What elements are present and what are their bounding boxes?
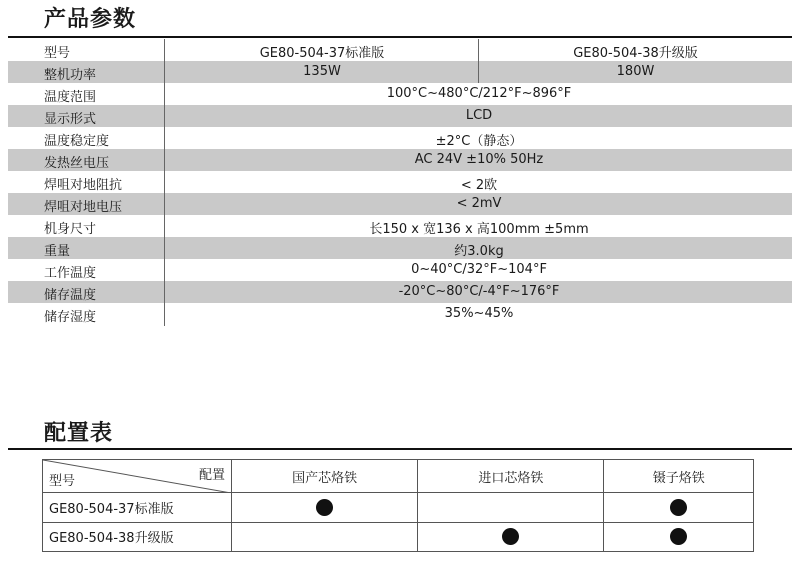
- column-header: 镊子烙铁: [604, 460, 754, 493]
- spec-value: 约3.0kg: [454, 244, 504, 259]
- config-model-name: GE80-504-37标准版: [43, 493, 232, 522]
- spec-column-divider: [164, 39, 165, 326]
- spec-row-model: [8, 39, 792, 61]
- spec-label: 工作温度: [44, 266, 97, 281]
- spec-row: [8, 193, 792, 215]
- spec-value: < 2mV: [456, 196, 502, 211]
- spec-label: 发热丝电压: [44, 156, 110, 171]
- column-header: 国产芯烙铁: [232, 460, 418, 493]
- spec-label: 重量: [44, 244, 71, 259]
- spec-row: [8, 303, 792, 325]
- spec-value: 135W: [303, 64, 341, 79]
- params-title: 产品参数: [44, 7, 137, 32]
- spec-label: 焊咀对地电压: [44, 200, 123, 215]
- config-corner-cell: [43, 460, 232, 493]
- spec-row: [8, 171, 792, 193]
- spec-value: GE80-504-37标准版: [259, 46, 385, 61]
- spec-row: [8, 281, 792, 303]
- spec-value: 180W: [616, 64, 655, 79]
- config-cell: [232, 522, 418, 551]
- spec-value: 0~40°C/32°F~104°F: [411, 262, 547, 277]
- spec-value: 35%~45%: [444, 306, 514, 321]
- spec-row: [8, 149, 792, 171]
- spec-label: 储存湿度: [44, 310, 97, 325]
- config-cell: [232, 493, 418, 522]
- spec-value: -20°C~80°C/-4°F~176°F: [398, 284, 560, 299]
- config-cell: [604, 522, 754, 551]
- spec-label: 型号: [44, 46, 71, 61]
- spec-label: 整机功率: [44, 68, 97, 83]
- config-header-row: [43, 460, 754, 493]
- included-dot-icon: [670, 499, 687, 516]
- spec-label: 显示形式: [44, 112, 97, 127]
- spec-value: LCD: [465, 108, 493, 123]
- config-row: [43, 493, 754, 522]
- spec-label: 焊咀对地阻抗: [44, 178, 123, 193]
- spec-row: [8, 215, 792, 237]
- spec-label: 储存温度: [44, 288, 97, 303]
- included-dot-icon: [502, 528, 519, 545]
- config-cell: [418, 493, 604, 522]
- column-header: 进口芯烙铁: [418, 460, 604, 493]
- config-row: [43, 522, 754, 551]
- spec-row-power: [8, 61, 792, 83]
- spec-value: AC 24V ±10% 50Hz: [414, 152, 544, 167]
- spec-label: 温度稳定度: [44, 134, 110, 149]
- spec-value: ±2°C（静态）: [435, 134, 523, 149]
- included-dot-icon: [670, 528, 687, 545]
- spec-row: [8, 127, 792, 149]
- params-title-rule: [8, 36, 792, 38]
- spec-table: [8, 39, 792, 325]
- spec-row: [8, 105, 792, 127]
- included-dot-icon: [316, 499, 333, 516]
- corner-label-config: 配置: [198, 468, 225, 483]
- config-cell: [604, 493, 754, 522]
- config-model-name: GE80-504-38升级版: [43, 522, 232, 551]
- config-cell: [418, 522, 604, 551]
- spec-row: [8, 259, 792, 281]
- spec-row: [8, 237, 792, 259]
- config-title: 配置表: [44, 421, 114, 446]
- spec-value: 100°C~480°C/212°F~896°F: [386, 86, 572, 101]
- spec-value: < 2欧: [460, 178, 498, 193]
- corner-label-model: 型号: [49, 474, 76, 490]
- spec-value: GE80-504-38升级版: [573, 46, 698, 61]
- spec-model-divider: [478, 39, 479, 83]
- config-table: [42, 459, 754, 552]
- spec-label: 温度范围: [44, 90, 97, 105]
- spec-row: [8, 83, 792, 105]
- spec-value: 长150 x 宽136 x 高100mm ±5mm: [369, 222, 589, 237]
- spec-label: 机身尺寸: [44, 222, 97, 237]
- config-title-rule: [8, 448, 792, 450]
